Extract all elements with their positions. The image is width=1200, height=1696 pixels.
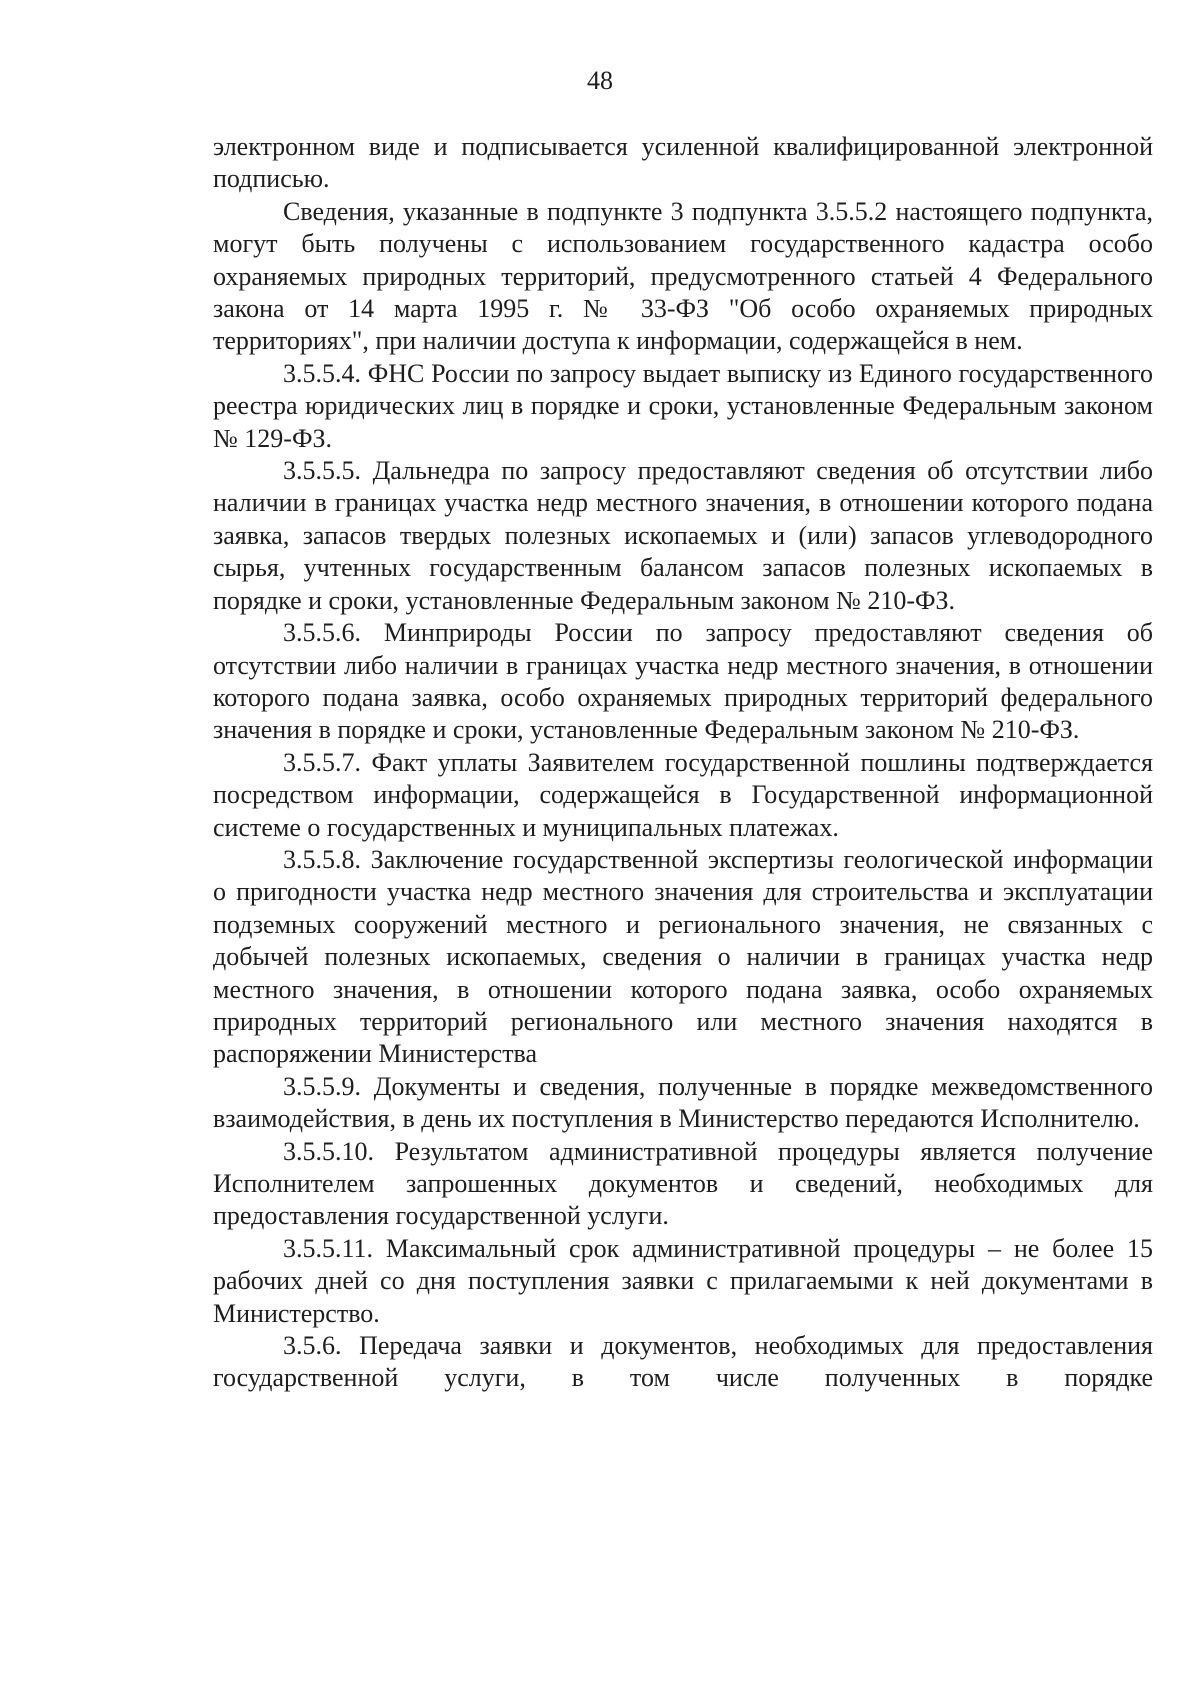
paragraph-3-5-5-7: 3.5.5.7. Факт уплаты Заявителем государственной пошлины подтверждается посредством информации, содержащейся в Государственной информационной системе о государственных и муниципальных платежах. [213,747,1153,842]
paragraph-3-5-5-11: 3.5.5.11. Максимальный срок административной процедуры – не более 15 рабочих дней со дня поступления заявки с прилагаемыми к ней документами в Министерство. [213,1233,1153,1328]
page-number: 48 [587,66,613,95]
paragraph-3-5-5-5: 3.5.5.5. Дальнедра по запросу предоставляют сведения об отсутствии либо наличии в границах участка недр местного значения, в отношении которого подана заявка, запасов твердых полезных ископаемых и (или) запасов углеводородного сырья, учтенных государственным балансом запасов полезных ископаемых в порядке и сроки, установленные Федеральным законом № 210-ФЗ. [213,456,1153,615]
document-body [213,131,1153,1395]
paragraph-3-5-5-6: 3.5.5.6. Минприроды России по запросу предоставляют сведения об отсутствии либо наличии в границах участка недр местного значения, в отношении которого подана заявка, особо охраняемых природных территорий федерального значения в порядке и сроки, установленные Федеральным законом № 210-ФЗ. [213,618,1153,745]
paragraph-3-5-6: 3.5.6. Передача заявки и документов, необходимых для предоставления государственной услуги, в том числе полученных в порядке [213,1331,1153,1393]
paragraph-3-5-5-9: 3.5.5.9. Документы и сведения, полученные в порядке межведомственного взаимодействия, в день их поступления в Министерство передаются Исполнителю. [213,1071,1153,1134]
paragraph-3-5-5-4: 3.5.5.4. ФНС России по запросу выдает выписку из Единого государственного реестра юридических лиц в порядке и сроки, установленные Федеральным законом № 129-ФЗ. [213,358,1153,453]
paragraph-3-5-5-8: 3.5.5.8. Заключение государственной экспертизы геологической информации о пригодности участка недр местного значения для строительства и эксплуатации подземных сооружений местного и регионального значения, не связанных с добычей полезных ископаемых, сведения о наличии в границах участка недр местного значения, в отношении которого подана заявка, особо охраняемых природных территорий регионального или местного значения находятся в распоряжении Министерства [213,844,1153,1069]
paragraph-continuation: электронном виде и подписывается усиленной квалифицированной электронной подписью. [213,132,1153,194]
paragraph-3-5-5-10: 3.5.5.10. Результатом административной процедуры является получение Исполнителем запрошенных документов и сведений, необходимых для предоставления государственной услуги. [213,1136,1153,1231]
paragraph-cadastre-info: Сведения, указанные в подпункте 3 подпункта 3.5.5.2 настоящего подпункта, могут быть получены с использованием государственного кадастра особо охраняемых природных территорий, предусмотренного статьей 4 Федерального закона от 14 марта 1995 г. № 33-ФЗ "Об особо охраняемых природных территориях", при наличии доступа к информации, содержащейся в нем. [213,196,1153,356]
